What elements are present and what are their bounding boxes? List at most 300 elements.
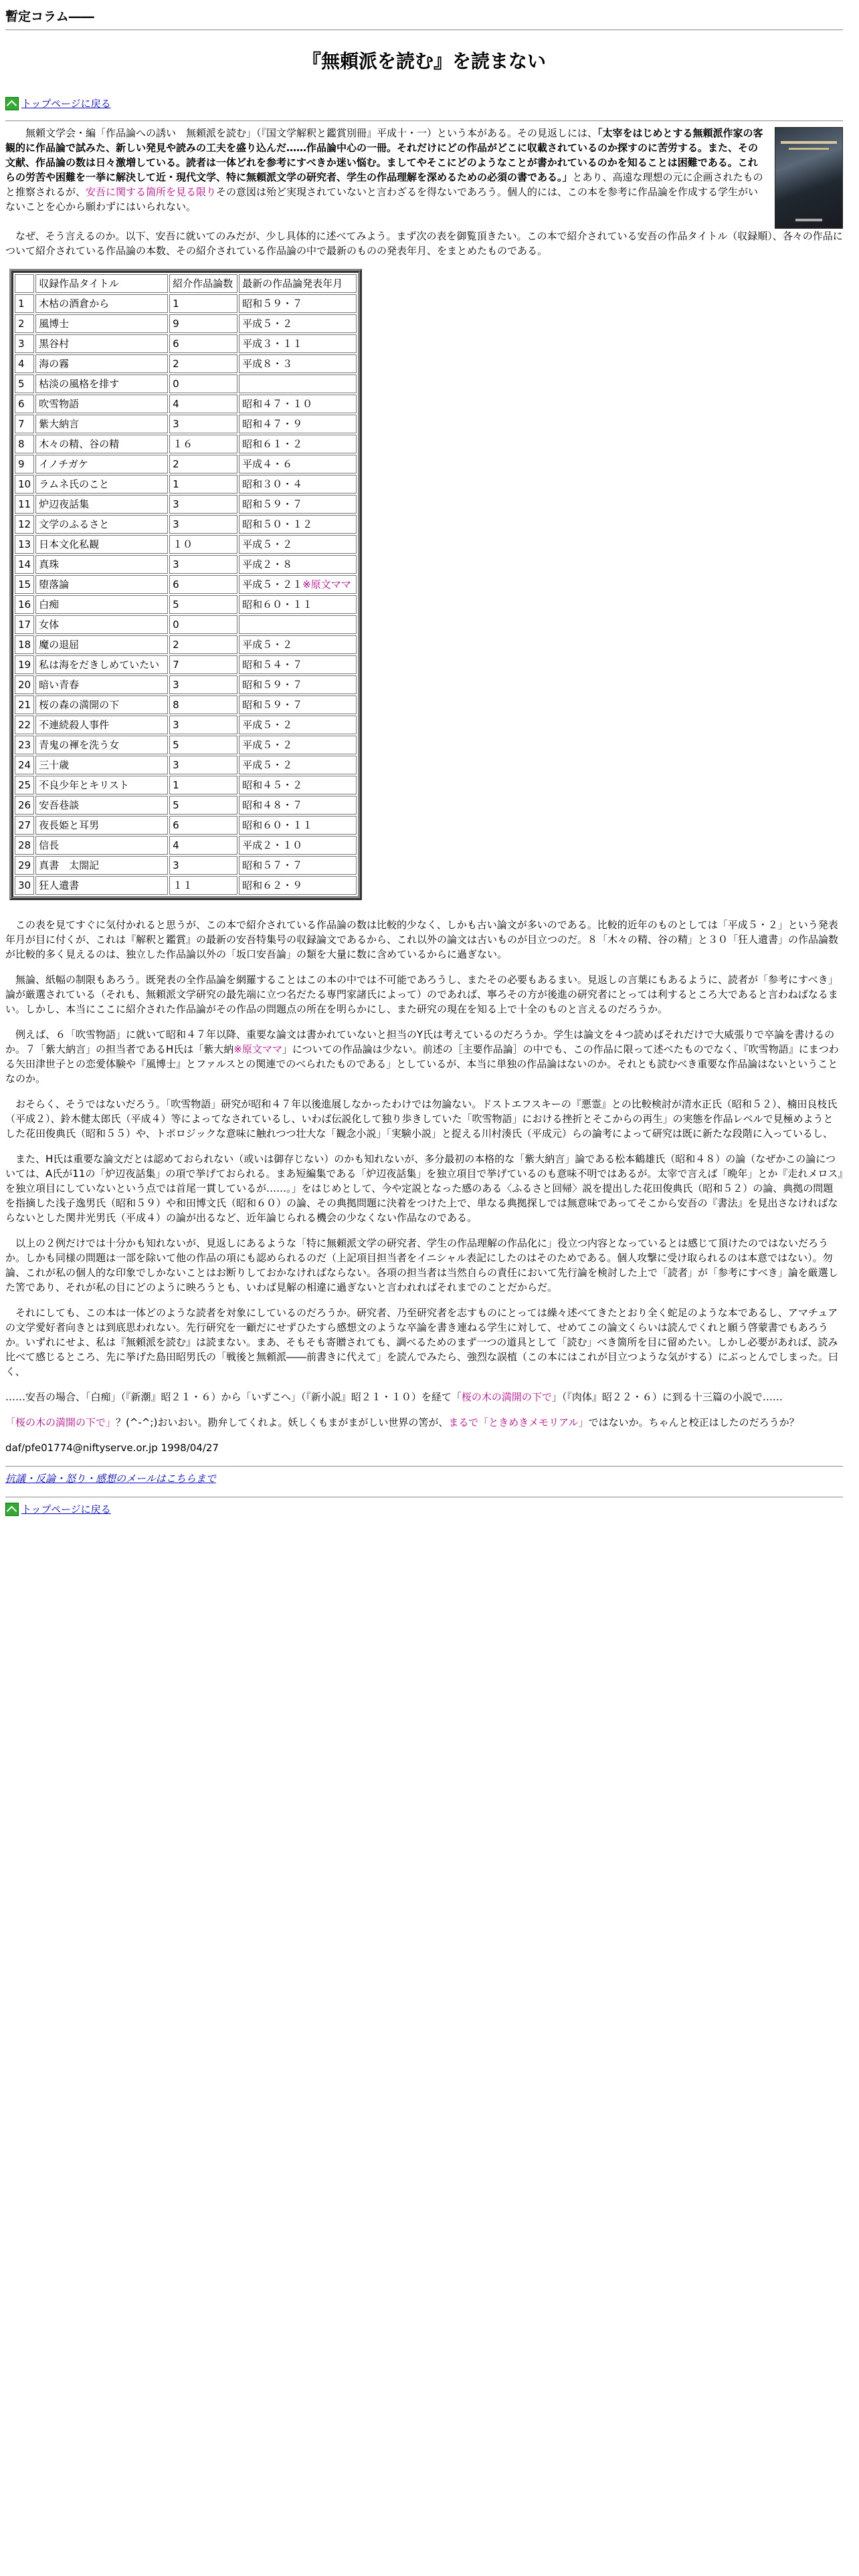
latest-date [239,736,357,754]
work-title-text: 枯淡の風格を排す [39,378,120,390]
work-title [35,294,168,313]
ango-section-highlight: 安吾に関する箇所を見る限り [86,186,217,198]
work-title-text: 桜の森の満開の下 [39,699,120,711]
latest-date [239,876,357,895]
critique-count-text: 2 [173,358,179,370]
row-number [15,374,34,393]
critique-count [169,475,237,494]
critique-count-text: 3 [173,859,179,871]
row-number-text: 5 [18,378,25,390]
row-number-text: 9 [18,458,25,470]
critique-count [169,776,237,794]
table-row [15,435,357,453]
critique-count-text: 3 [173,418,179,430]
critique-count [169,796,237,815]
work-title [35,816,168,835]
row-number [15,876,34,895]
table-row [15,776,357,794]
table-row [15,736,357,754]
latest-date [239,475,357,494]
row-number-text: 22 [18,719,31,731]
table-row [15,334,357,353]
table-row [15,415,357,433]
row-number-text: 26 [18,799,31,811]
latest-date-text: 昭和６０・１１ [242,819,313,831]
work-title [35,695,168,714]
work-title-text: 暗い青春 [39,679,80,691]
row-number [15,756,34,774]
critique-count [169,595,237,614]
mail-row [5,1471,843,1486]
critique-count [169,495,237,514]
critique-count-text: 4 [173,398,179,410]
home-icon[interactable] [5,1503,19,1516]
latest-date [239,334,357,353]
critique-count-text: 3 [173,679,179,691]
work-title-text: 紫大納言 [39,418,80,430]
work-title-text: 私は海をだきしめていたい [39,659,160,671]
row-number [15,836,34,855]
table-row [15,354,357,373]
work-title-text: 真書 太閤記 [39,859,100,871]
text-span: 」（『肉体』昭２２・６）に到る十三篇の小説で…… [551,1391,783,1403]
work-title [35,675,168,694]
row-number [15,675,34,694]
latest-date [239,435,357,453]
signature: daf/pfe01774@niftyserve.or.jp 1998/04/27 [5,1442,219,1454]
row-number [15,595,34,614]
table-row [15,796,357,815]
critique-count [169,435,237,453]
latest-date [239,796,357,815]
critique-count-text: 6 [173,578,179,591]
latest-date-text: 昭和６１・２ [242,438,303,450]
intro-text: とあり、高遠な理想の元に企画されたものと推察されるが、 [5,171,763,198]
paragraph [5,1027,843,1086]
table-row [15,856,357,875]
latest-date-text: 昭和５９・７ [242,699,303,711]
latest-date-text: 昭和６２・９ [242,879,303,891]
intro-text: その意図は殆ど実現されていないと言わざるを得ないであろう。個人的には、この本を参考に作品論を作成する学生がいないことを心から願わずにはいられない。 [5,186,759,213]
critique-count-text: 8 [173,699,179,711]
book-cover-image [775,127,843,229]
text-span: 」についての作品論は少ない。前述の［主要作品論］の中でも、この作品に限って述べたものでなく、『吹雪物語』にまつわる矢田津世子との恋愛体験や『風博士』とファルスとの関連でのべられたものである」としているが、本当に単独の作品論はないのか。それとも読むべき重要な作品論はないということなのか。 [5,1043,839,1085]
latest-date [239,816,357,835]
row-number [15,294,34,313]
latest-date [239,455,357,473]
row-number-text: 17 [18,619,31,631]
table-header-count: 紹介作品論数 [169,274,237,293]
work-title [35,756,168,774]
row-number [15,495,34,514]
text-span: ？(^-^;)おいおい。勘弁してくれよ。妖しくもまがまがしい世界の筈が、 [116,1416,449,1428]
critique-count-text: 6 [173,819,179,831]
latest-date [239,294,357,313]
table-row [15,515,357,534]
work-title [35,876,168,895]
table-row [15,675,357,694]
table-row [15,575,357,594]
row-number-text: 10 [18,478,31,490]
latest-date [239,595,357,614]
latest-date [239,374,357,393]
critique-count-text: 5 [173,799,179,811]
critique-count [169,415,237,433]
latest-date [239,555,357,574]
row-number-text: 18 [18,639,31,651]
critique-count-text: 3 [173,518,179,530]
intro-paragraph [5,126,765,214]
latest-date [239,495,357,514]
paragraph: 無論、紙幅の制限もあろう。既発表の全作品論を網羅することはこの本の中では不可能であろうし、またその必要もあるまい。見返しの言葉にもあるように、読者が「参考にすべき」論が厳選されている（それも、無頼派文学研究の最先端に立つ名だたる専門家諸氏によって）のであれば、寧ろその方が後進の研究者にとっては利するところ大であると言わねばなるまい。しかし、本当にここに紹介された作品論がその作品の問題点の所在を明らかにし、また研究の現在を知る上で十全のものと言えるのだろうか。 [5,974,838,1015]
row-number-text: 29 [18,859,31,871]
critique-count-text: 7 [173,659,179,671]
work-title-text: 文学のふるさと [39,518,110,530]
work-title-text: 炉辺夜話集 [39,498,90,510]
text-span: ではないか。ちゃんと校正はしたのだろうか？ [588,1416,799,1428]
critique-count [169,876,237,895]
work-title [35,415,168,433]
work-title [35,796,168,815]
work-title [35,515,168,534]
latest-date-text: 昭和４７・１０ [242,398,313,410]
row-number [15,575,34,594]
latest-date-text: 昭和４７・９ [242,418,303,430]
row-number-text: 3 [18,338,25,350]
intro-text: 無頼文学会・編「作品論への誘い 無頼派を読む」（『国文学解釈と鑑賞別冊』平成十・一）という本がある。その見返しには、 [15,127,598,139]
paragraph: それにしても、この本は一体どのような読者を対象にしているのだろうか。研究者、乃至研究者を志すものにとっては繰々述べてきたとおり全く蛇足のような本であるし、アマチュアの文学愛好者向きとは到底思われない。先行研究を一顧だにせずひたすら感想文のような卒論を書き連ねる学生に対して、せめてこの論文くらいは読んでくれと願う啓蒙書でもあろうか。いずれにせよ、私は『無頼派を読む』は読まない。まあ、そもそも寄贈されても、調べるためのまず一つの道具として「読む」べき箇所を目に留めたい。しかし必要があれば、読み比べて感じるところ、先に挙げた島田昭男氏の「戦後と無頼派――前書きに代えて」を読んでみたら、強烈な誤植（この本にはこれが目立つような気がする）にぶっとんでしまった。曰く、 [5,1307,839,1378]
latest-date-text: 平成８・３ [242,358,293,370]
row-number [15,736,34,754]
row-number-text: 4 [18,358,25,370]
work-title [35,475,168,494]
row-number-text: 27 [18,819,31,831]
latest-date-text: 平成５・２ [242,719,293,731]
work-title-text: 不良少年とキリスト [39,779,129,791]
critique-count [169,535,237,554]
table-header-title: 収録作品タイトル [35,274,168,293]
critique-count [169,836,237,855]
latest-date [239,314,357,333]
latest-date-text: 昭和５９・７ [242,679,303,691]
column-header: 暫定コラム―― [5,9,94,24]
row-number [15,415,34,433]
divider [5,120,843,122]
critique-count [169,294,237,313]
typo-highlight: 「桜の木の満開の下で」 [5,1416,116,1428]
critique-count [169,374,237,393]
intro-section [5,126,843,229]
latest-date [239,675,357,694]
latest-date-text: 平成５・２ [242,639,293,651]
latest-date-text: 昭和５７・７ [242,859,303,871]
text-span: ……安吾の場合、「白痴」（『新潮』昭２１・６）から「いずこへ」（『新小説』昭２１・１０）を経て「 [5,1391,462,1403]
top-page-link[interactable]: トップページに戻る [21,98,111,110]
row-number-text: 28 [18,839,31,851]
critique-count-text: 3 [173,558,179,570]
typo-highlight: 桜の木の満開の下で [461,1391,552,1403]
row-number-text: 2 [18,318,25,330]
work-title-text: 安吾巷談 [39,799,80,811]
work-title [35,615,168,634]
home-icon[interactable] [5,97,19,110]
row-number [15,515,34,534]
critique-count [169,635,237,654]
row-number-text: 20 [18,679,31,691]
book-cover-title-mark [781,141,837,144]
critique-count [169,695,237,714]
latest-date [239,856,357,875]
latest-date [239,575,357,594]
critique-count-text: 0 [173,378,179,390]
work-title [35,595,168,614]
paragraph: なぜ、そう言えるのか。以下、安吾に就いてのみだが、少し具体的に述べてみよう。まず次の表を御覧頂きたい。この本で紹介されている安吾の作品タイトル（収録順）、各々の作品について紹介されている作品論の本数、その紹介されている作品論の中で最新のものの発表年月、をまとめたものである。 [5,230,843,257]
row-number-text: 15 [18,578,31,591]
work-title [35,374,168,393]
critique-count [169,675,237,694]
critique-count [169,615,237,634]
row-number-text: 24 [18,759,31,771]
row-number-text: 6 [18,398,25,410]
critique-count-text: 5 [173,599,179,611]
row-number [15,695,34,714]
row-number-text: 25 [18,779,31,791]
latest-date-text: 平成５・２ [242,759,293,771]
latest-date [239,635,357,654]
row-number-text: 23 [18,739,31,751]
table-header-num [15,274,34,293]
book-blurb-quote: 「太宰をはじめとする無頼派作家の客観的に作品論で試みた、新しい発見や読みの工夫を盛り込んだ……作品論中心の一冊。それだけにどの作品がどこに収載されているのか探すのに苦労する。また、その文献、作品論の数は日々激増している。読者は一体どれを参考にすべきか迷い悩む。ましてやそこにどのようなことが書かれているのかを知ることは困難である。これらの労苦や困難を一挙に解決して近・現代文学、特に無頼派文学の研究者、学生の作品理解を深めるための必須の書である。」 [5,127,763,183]
work-title-text: 夜長姫と耳男 [39,819,100,831]
critique-count-text: 6 [173,338,179,350]
latest-date-text: 昭和５９・７ [242,298,303,310]
divider [5,1497,843,1498]
work-title [35,655,168,674]
work-title-text: 三十歳 [39,759,70,771]
table-row [15,695,357,714]
table-row [15,555,357,574]
row-number [15,796,34,815]
latest-date-text: 昭和６０・１１ [242,599,313,611]
critique-count [169,736,237,754]
critique-count-text: 1 [173,298,179,310]
critique-count [169,756,237,774]
critique-count [169,334,237,353]
work-title [35,495,168,514]
work-title [35,856,168,875]
table-row [15,595,357,614]
paragraph: この表を見てすぐに気付かれると思うが、この本で紹介されている作品論の数は比較的少なく、しかも古い論文が多いのである。比較的近年のものとしては「平成５・２」という発表年月が目に付くが、これは『解釈と鑑賞』の最新の安吾特集号の収録論文であるから、これ以外の論文は古いものが目立つのだ。８「木々の精、谷の精」と３０「狂人遺書」の作品論数が比較的多く見えるのは、独立した作品論以外の「坂口安吾論」の類を大量に数に含めているからに過ぎない。 [5,919,839,960]
paragraph: おそらく、そうではないだろう。「吹雪物語」研究が昭和４７年以後進展しなかったわけでは勿論ない。ドストエフスキーの『悪霊』との比較検討が清水正氏（昭和５２）、楠田良枝氏（平成２）、鈴木健太郎氏（平成４）等によってなされているし、いわば伝説化して独り歩きしていた「吹雪物語」における挫折とそこからの再生」の実態を作品レベルで見極めようとした花田俊典氏（昭和５５）や、トポロジックな意味に触れつつ壮大な「観念小説」「実験小説」と捉える川村湊氏（平成元）らの論考によって研究は既に新たな段階に入っているし、 [5,1098,838,1140]
work-title [35,455,168,473]
book-cover-subtitle-mark [789,148,829,150]
table-body [15,294,357,895]
row-number [15,354,34,373]
critique-count-text: 3 [173,498,179,510]
critique-count-text: 3 [173,719,179,731]
table-row [15,475,357,494]
paragraph: 以上の２例だけでは十分かも知れないが、見返しにあるような「特に無頼派文学の研究者、学生の作品理解の作品化に」役立つ内容となっているとは感じて頂けたのではないだろうか。しかも同様の問題は一部を除いて他の作品の項にも認められるのだ（上記項目担当者をイニシャル表記にしたのはそのためである。個人攻撃に受け取られるのは本意ではない）。勿論、これが私の個人的な印象でしかないことはお断りしておかなければならない。各項の担当者は当然自らの責任において先行論を検討した上で「読者」が「参考にすべき」論を厳選した筈であり、それが私の目にどのように映ろうとも、いわば見解の相違に過ぎないと言われればそれまでのことだからだ。 [5,1237,838,1293]
row-number-text: 1 [18,298,25,310]
table-row [15,716,357,734]
work-title-text: ラムネ氏のこと [39,478,109,490]
table-row [15,314,357,333]
latest-date-text: 平成５・２１ [242,578,303,591]
work-title [35,635,168,654]
row-number-text: 7 [18,418,25,430]
critique-count-text: 3 [173,759,179,771]
original-text-note: ※原文ママ [302,578,351,591]
latest-date-text: 昭和５４・７ [242,659,303,671]
critique-count-text: 5 [173,739,179,751]
critique-count-text: １１ [173,879,193,891]
critique-count [169,555,237,574]
row-number [15,635,34,654]
table-row [15,395,357,413]
table-row [15,495,357,514]
table-row [15,455,357,473]
work-title [35,716,168,734]
critique-count [169,354,237,373]
latest-date-text: 平成５・２ [242,538,293,550]
critique-count-text: １０ [173,538,193,550]
row-number-text: 21 [18,699,31,711]
work-title [35,575,168,594]
work-title [35,354,168,373]
latest-date-text: 昭和５９・７ [242,498,303,510]
work-title [35,736,168,754]
table-row [15,655,357,674]
critique-count-text: 1 [173,779,179,791]
latest-date-text: 平成２・１０ [242,839,303,851]
work-title-text: 堕落論 [39,578,70,591]
critique-count-text: １６ [173,438,193,450]
work-title-text: 不連続殺人事件 [39,719,110,731]
critique-count-text: 2 [173,458,179,470]
table-row [15,374,357,393]
work-title-text: 海の霧 [39,358,70,370]
latest-date-text: 昭和４５・２ [242,779,303,791]
latest-date [239,535,357,554]
original-text-note: ※原文ママ [233,1043,282,1055]
row-number-text: 8 [18,438,25,450]
work-title-text: 狂人遺書 [39,879,80,891]
latest-date [239,415,357,433]
latest-date [239,776,357,794]
critique-count [169,314,237,333]
paragraph [5,1415,843,1430]
footer-link-row [5,1502,843,1517]
row-number [15,314,34,333]
work-title-text: イノチガケ [39,458,88,470]
latest-date [239,395,357,413]
work-title-text: 木枯の酒倉から [39,298,110,310]
latest-date-text: 昭和４８・７ [242,799,303,811]
latest-date [239,354,357,373]
critique-count [169,455,237,473]
row-number [15,555,34,574]
latest-date [239,655,357,674]
work-title [35,395,168,413]
table-row [15,635,357,654]
work-title [35,435,168,453]
table-row [15,294,357,313]
latest-date [239,716,357,734]
latest-date-text: 平成４・６ [242,458,293,470]
critique-count [169,515,237,534]
work-title-text: 日本文化私観 [39,538,100,550]
work-title-text: 女体 [39,619,60,631]
latest-date [239,836,357,855]
book-cover-publisher-mark [795,219,822,221]
table-header-latest: 最新の作品論発表年月 [239,274,357,293]
footer-top-page-link[interactable]: トップページに戻る [21,1503,111,1515]
divider [5,1466,843,1467]
table-row [15,535,357,554]
work-title [35,836,168,855]
critique-count-text: 9 [173,318,179,330]
work-title-text: 青鬼の褌を洗う女 [39,739,120,751]
row-number [15,455,34,473]
critique-count [169,716,237,734]
work-title [35,535,168,554]
work-title-text: 黒谷村 [39,338,70,350]
critique-count [169,816,237,835]
latest-date-text: 平成５・２ [242,318,293,330]
critique-count-text: 4 [173,839,179,851]
row-number [15,535,34,554]
works-table [9,269,362,900]
table-row [15,836,357,855]
work-title [35,776,168,794]
latest-date-text: 平成５・２ [242,739,293,751]
row-number [15,475,34,494]
table-row [15,615,357,634]
table-row [15,816,357,835]
latest-date-text: 平成２・８ [242,558,293,570]
row-number-text: 14 [18,558,31,570]
critique-count [169,395,237,413]
work-title-text: 魔の退屈 [39,639,80,651]
row-number-text: 30 [18,879,31,891]
divider [5,29,843,31]
latest-date [239,515,357,534]
mail-link[interactable]: 抗議・反論・怒り・感想のメールはこちらまで [5,1473,216,1485]
work-title-text: 風博士 [39,318,70,330]
paragraph: また、H氏は重要な論文だとは認めておられない（或いは御存じない）のかも知れないが、多分最初の本格的な「紫大納言」論である松本鶴雄氏（昭和４８）の論（なぜかこの論については、A氏が11の「炉辺夜話集」の項で挙げておられる。まあ短編集である「炉辺夜話集」を独立項目で挙げているのも意味不明ではあるが。太宰で言えば「晩年」とか『走れメロス』を独立項目にしていないという点では首尾一貫しているが……。」をはじめとして、今や定説となった感のある〈ふるさと回帰〉説を提出した花田俊典氏（昭和５２）の論、典拠の問題を指摘した浅子逸男氏（昭和５９）や和田博文氏（昭和６０）の論、その典拠問題に決着をつけた上で、単なる典拠探しでは無意味であってそこから安吾の『書法』を見出さなければならないとした関井光男氏（平成４）の論が出るなど、近年論じられる機会の少なくない作品なのである。 [5,1153,843,1224]
latest-date-text: 昭和３０・４ [242,478,303,490]
row-number [15,716,34,734]
row-number [15,334,34,353]
row-number [15,435,34,453]
latest-date [239,695,357,714]
work-title-text: 信長 [39,839,60,851]
text-span: 例えば、６「吹雪物語」に就いて昭和４７年以降、重要な論文は書かれていないと担当のY氏は考えているのだろうか。学生は論文を４つ読めばそれだけで大威張りで卒論を書けるのか。７「紫大納言」の担当者であるH氏は「紫大納 [5,1029,835,1055]
latest-date-text: 平成３・１１ [242,338,303,350]
row-number [15,816,34,835]
work-title-text: 真珠 [39,558,60,570]
latest-date-text: 昭和５０・１２ [242,518,313,530]
row-number-text: 11 [18,498,31,510]
row-number-text: 19 [18,659,31,671]
row-number-text: 13 [18,538,31,550]
critique-count [169,655,237,674]
latest-date [239,615,357,634]
work-title-text: 吹雪物語 [39,398,80,410]
top-link-row [5,96,843,111]
critique-count-text: 2 [173,639,179,651]
critique-count [169,856,237,875]
